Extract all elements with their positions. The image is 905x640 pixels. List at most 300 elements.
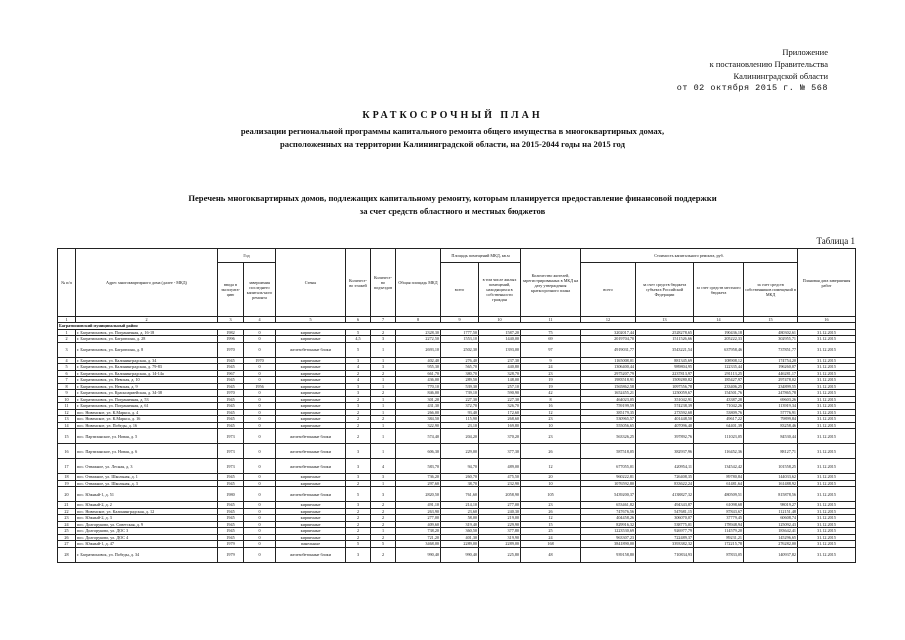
- row-number: 2: [58, 336, 76, 343]
- row-premises-total: 2289,00: [441, 541, 479, 548]
- row-premises-total: 115,90: [441, 416, 479, 423]
- row-total-area: 431,30: [396, 403, 441, 410]
- row-cost-region: 2528278,65: [636, 329, 694, 336]
- row-cost-region: 989804,95: [636, 364, 694, 371]
- row-entrances: 1: [371, 480, 396, 487]
- row-walls: кирпичные: [276, 377, 346, 384]
- row-premises-private: 219,00: [479, 515, 521, 522]
- row-cost-region: 1509280,82: [636, 377, 694, 384]
- subtitle-line: реализации региональной программы капитального ремонта общего имущества в многоквартирных домах,: [240, 126, 665, 136]
- row-plan-date: 31.12.2015: [798, 534, 856, 541]
- row-floors: 4: [346, 377, 371, 384]
- row-cost-local: 87843,67: [694, 508, 744, 515]
- row-entrances: 5: [371, 541, 396, 548]
- row-year-repair: 0: [244, 396, 276, 403]
- row-plan-date: 31.12.2015: [798, 357, 856, 364]
- table-row: [58, 547, 856, 562]
- row-plan-date: 31.12.2015: [798, 459, 856, 474]
- row-premises-total: 739,10: [441, 390, 479, 397]
- row-total-area: 661,70: [396, 370, 441, 377]
- row-year-built: 1945: [218, 534, 244, 541]
- row-cost-region: 494343,87: [636, 502, 694, 509]
- table-row: [58, 487, 856, 502]
- row-entrances: 3: [371, 336, 396, 343]
- row-total-area: 266,00: [396, 409, 441, 416]
- row-plan-date: 31.12.2015: [798, 444, 856, 459]
- row-cost-local: 89780,84: [694, 474, 744, 481]
- row-residents: 10: [521, 480, 581, 487]
- row-year-built: 1945: [218, 383, 244, 390]
- row-number: 14: [58, 422, 76, 429]
- row-plan-date: 31.12.2015: [798, 541, 856, 548]
- row-entrances: 1: [371, 409, 396, 416]
- row-premises-total: 565,70: [441, 364, 479, 371]
- row-total-area: 721,20: [396, 534, 441, 541]
- row-number: 22: [58, 508, 76, 515]
- table-label: Таблица 1: [816, 236, 855, 246]
- row-address: пос. Нивенское, ул. К.Маркса, д. 4: [76, 409, 218, 416]
- row-total-area: 2820,50: [396, 487, 441, 502]
- row-premises-total: 204,20: [441, 429, 479, 444]
- row-cost-local: 233406,25: [694, 383, 744, 390]
- row-cost-region: 351042,91: [636, 396, 694, 403]
- row-floors: 3: [346, 444, 371, 459]
- row-address: г. Багратионовск, ул. Пограничная, д. 53: [76, 396, 218, 403]
- column-number: 6: [346, 317, 371, 323]
- row-premises-total: 227,30: [441, 396, 479, 403]
- row-entrances: 2: [371, 370, 396, 377]
- row-year-built: 1979: [218, 541, 244, 548]
- row-cost-owners: 101558,25: [744, 459, 798, 474]
- row-year-repair: 0: [244, 364, 276, 371]
- row-cost-total: 385179,35: [581, 409, 636, 416]
- row-plan-date: 31.12.2015: [798, 502, 856, 509]
- row-year-built: 1945: [218, 416, 244, 423]
- row-premises-private: 326,70: [479, 403, 521, 410]
- row-cost-total: 1076592,80: [581, 480, 636, 487]
- row-number: 1: [58, 329, 76, 336]
- row-cost-local: 71042,26: [694, 403, 744, 410]
- row-total-area: 2328,30: [396, 329, 441, 336]
- group-label: Багратионовский муниципальный район: [58, 323, 856, 330]
- table-row: [58, 444, 856, 459]
- row-premises-total: 23,60: [441, 508, 479, 515]
- row-cost-total: 587518,05: [581, 444, 636, 459]
- row-year-repair: 0: [244, 429, 276, 444]
- row-number: 4: [58, 357, 76, 364]
- row-year-repair: 0: [244, 474, 276, 481]
- row-premises-total: 1553,10: [441, 336, 479, 343]
- row-year-built: 1996: [218, 336, 244, 343]
- header-premises-total: всего: [441, 263, 479, 317]
- row-number: 17: [58, 459, 76, 474]
- row-address: пос. Южный-1, д. 47: [76, 541, 218, 548]
- row-year-repair: 0: [244, 547, 276, 562]
- row-year-built: 1945: [218, 377, 244, 384]
- row-year-repair: 0: [244, 336, 276, 343]
- row-premises-private: 370,20: [479, 429, 521, 444]
- row-floors: 2: [346, 534, 371, 541]
- row-year-repair: 0: [244, 480, 276, 487]
- row-premises-private: 227,30: [479, 396, 521, 403]
- row-premises-total: 401,30: [441, 534, 479, 541]
- row-walls: кирпичные: [276, 534, 346, 541]
- row-plan-date: 31.12.2015: [798, 409, 856, 416]
- row-residents: 24: [521, 534, 581, 541]
- row-year-built: 1967: [218, 370, 244, 377]
- row-residents: 15: [521, 521, 581, 528]
- row-residents: 26: [521, 444, 581, 459]
- row-year-repair: 1970: [244, 357, 276, 364]
- row-year-built: 1945: [218, 521, 244, 528]
- row-floors: 5: [346, 541, 371, 548]
- row-total-area: 3468,00: [396, 541, 441, 548]
- row-plan-date: 31.12.2015: [798, 547, 856, 562]
- row-residents: 10: [521, 422, 581, 429]
- row-entrances: 3: [371, 487, 396, 502]
- column-number: 7: [371, 317, 396, 323]
- row-plan-date: 31.12.2015: [798, 383, 856, 390]
- row-floors: 2: [346, 515, 371, 522]
- row-cost-owners: 84530,44: [744, 429, 798, 444]
- row-cost-region: 538775,01: [636, 521, 694, 528]
- row-address: г. Багратионовск, ул. Калининградская, д. 14-14а: [76, 370, 218, 377]
- row-walls: кирпичные: [276, 480, 346, 487]
- row-entrances: 2: [371, 416, 396, 423]
- row-year-repair: 0: [244, 370, 276, 377]
- row-residents: 12: [521, 459, 581, 474]
- row-cost-local: 108908,12: [694, 357, 744, 364]
- header-floors: Количест-во этажей: [346, 249, 371, 317]
- header-cost-group: Стоимость капитального ремонта, руб.: [581, 249, 798, 263]
- row-year-repair: 0: [244, 459, 276, 474]
- row-cost-owners: 183642,41: [744, 528, 798, 535]
- row-floors: 5: [346, 342, 371, 357]
- row-year-built: 1945: [218, 508, 244, 515]
- row-cost-local: 43387,28: [694, 396, 744, 403]
- row-address: пос. Южный-2, д. 3: [76, 515, 218, 522]
- row-cost-owners: 98019,27: [744, 502, 798, 509]
- row-walls: кирпичные: [276, 370, 346, 377]
- table-row: [58, 459, 856, 474]
- row-plan-date: 31.12.2015: [798, 422, 856, 429]
- row-floors: 2: [346, 480, 371, 487]
- row-cost-local: 185427,97: [694, 377, 744, 384]
- row-plan-date: 31.12.2015: [798, 390, 856, 397]
- column-number: 1: [58, 317, 76, 323]
- row-premises-total: 319,40: [441, 521, 479, 528]
- appendix-line: к постановлению Правительства: [709, 59, 828, 69]
- row-year-repair: 0: [244, 329, 276, 336]
- row-cost-total: 1223530,69: [581, 528, 636, 535]
- row-premises-private: 2058,90: [479, 487, 521, 502]
- row-total-area: 491,10: [396, 502, 441, 509]
- list-title-line: Перечень многоквартирных домов, подлежащих капитальному ремонту, которым планируется предоставление финансовой поддержки: [188, 193, 717, 203]
- row-cost-total: 1983518,91: [581, 377, 636, 384]
- row-premises-total: 38,70: [441, 480, 479, 487]
- row-year-repair: 0: [244, 403, 276, 410]
- header-plan-date: Плановая дата завершения работ: [798, 249, 856, 317]
- list-title-line: за счет средств областного и местных бюджетов: [359, 206, 546, 216]
- row-cost-total: 963307,23: [581, 534, 636, 541]
- row-floors: 2: [346, 528, 371, 535]
- row-premises-total: 380,70: [441, 370, 479, 377]
- row-number: 9: [58, 390, 76, 397]
- row-cost-total: 1165008,01: [581, 357, 636, 364]
- row-walls: железобетонные блоки: [276, 459, 346, 474]
- row-number: 10: [58, 396, 76, 403]
- row-premises-private: 440,80: [479, 364, 521, 371]
- appendix-line: Приложение: [782, 47, 828, 57]
- row-floors: 3: [346, 357, 371, 364]
- row-cost-total: 759199,59: [581, 403, 636, 410]
- row-premises-total: 58,00: [441, 515, 479, 522]
- row-cost-local: 154501,76: [694, 390, 744, 397]
- row-entrances: 1: [371, 422, 396, 429]
- row-entrances: 2: [371, 521, 396, 528]
- row-number: 18: [58, 474, 76, 481]
- row-entrances: 1: [371, 383, 396, 390]
- row-year-repair: 1956: [244, 383, 276, 390]
- row-walls: кирпичные: [276, 508, 346, 515]
- row-cost-total: 3841890,00: [581, 541, 636, 548]
- row-premises-total: 260,70: [441, 474, 479, 481]
- row-cost-total: 3202017,44: [581, 329, 636, 336]
- header-entrances: Количест-во подъездов: [371, 249, 396, 317]
- row-floors: 4: [346, 364, 371, 371]
- row-cost-owners: 446281,17: [744, 370, 798, 377]
- row-cost-owners: 88127,71: [744, 444, 798, 459]
- row-cost-total: 4919031,77: [581, 342, 636, 357]
- row-total-area: 322,90: [396, 422, 441, 429]
- row-cost-total: 2975207,79: [581, 370, 636, 377]
- row-cost-local: 37779,45: [694, 515, 744, 522]
- row-walls: железобетонные блоки: [276, 547, 346, 562]
- row-year-repair: 0: [244, 390, 276, 397]
- row-walls: кирпичные: [276, 329, 346, 336]
- row-cost-local: 190436,18: [694, 329, 744, 336]
- row-cost-region: 3543221,54: [636, 342, 694, 357]
- row-cost-local: 87833,05: [694, 547, 744, 562]
- row-entrances: 2: [371, 508, 396, 515]
- row-cost-region: 881345,69: [636, 357, 694, 364]
- row-number: 16: [58, 444, 76, 459]
- row-premises-total: 372,70: [441, 403, 479, 410]
- row-cost-owners: 196260,07: [744, 364, 798, 371]
- row-walls: кирпичные: [276, 357, 346, 364]
- row-entrances: 4: [371, 459, 396, 474]
- row-cost-local: 291113,25: [694, 370, 744, 377]
- row-year-built: 1945: [218, 364, 244, 371]
- row-number: 7: [58, 377, 76, 384]
- row-cost-total: 653461,82: [581, 502, 636, 509]
- row-year-built: 1945: [218, 502, 244, 509]
- row-cost-total: 1306400,44: [581, 364, 636, 371]
- row-floors: 3: [346, 459, 371, 474]
- row-entrances: 2: [371, 547, 396, 562]
- row-walls: кирпичные: [276, 409, 346, 416]
- row-address: пос. Южный-1, д. 51: [76, 487, 218, 502]
- row-year-repair: 0: [244, 528, 276, 535]
- row-residents: 97: [521, 342, 581, 357]
- row-cost-region: 1097556,78: [636, 383, 694, 390]
- row-plan-date: 31.12.2015: [798, 480, 856, 487]
- row-plan-date: 31.12.2015: [798, 416, 856, 423]
- row-cost-local: 89231,21: [694, 534, 744, 541]
- row-cost-owners: 815878,56: [744, 487, 798, 502]
- column-number: 12: [581, 317, 636, 323]
- row-premises-total: 229,00: [441, 444, 479, 459]
- row-address: пос. Отважное, ул. Лесная, д. 3: [76, 459, 218, 474]
- row-plan-date: 31.12.2015: [798, 474, 856, 481]
- row-number: 26: [58, 534, 76, 541]
- row-plan-date: 31.12.2015: [798, 528, 856, 535]
- row-year-repair: 0: [244, 377, 276, 384]
- row-cost-region: 726408,35: [636, 474, 694, 481]
- row-premises-private: 268,60: [479, 416, 521, 423]
- row-cost-region: 420954,11: [636, 459, 694, 474]
- row-cost-region: 833622,24: [636, 480, 694, 487]
- row-entrances: 1: [371, 429, 396, 444]
- row-cost-owners: 113919,34: [744, 403, 798, 410]
- row-cost-total: 555056,65: [581, 422, 636, 429]
- row-year-built: 1945: [218, 422, 244, 429]
- row-total-area: 297,60: [396, 480, 441, 487]
- row-cost-region: 306070,07: [636, 515, 694, 522]
- row-total-area: 736,20: [396, 474, 441, 481]
- row-floors: 3: [346, 474, 371, 481]
- row-cost-local: 134542,42: [694, 459, 744, 474]
- table-row: [58, 342, 856, 357]
- row-residents: 26: [521, 508, 581, 515]
- row-premises-total: 214,10: [441, 502, 479, 509]
- row-total-area: 2272,50: [396, 336, 441, 343]
- header-cost-total: всего: [581, 263, 636, 317]
- row-premises-private: 277,00: [479, 502, 521, 509]
- row-cost-owners: 297478,02: [744, 377, 798, 384]
- row-year-built: 1945: [218, 409, 244, 416]
- row-cost-owners: 247865,78: [744, 390, 798, 397]
- row-address: пос. Нивенское, ул. Калининградская, д. 12: [76, 508, 218, 515]
- row-cost-total: 5439200,37: [581, 487, 636, 502]
- row-floors: 2: [346, 521, 371, 528]
- row-cost-region: 407096,40: [636, 422, 694, 429]
- row-residents: 42: [521, 390, 581, 397]
- row-address: пос. Долгоруково, ул. ДОС 3: [76, 528, 218, 535]
- column-number: 5: [276, 317, 346, 323]
- row-cost-region: 4138827,32: [636, 487, 694, 502]
- row-cost-local: 122335,44: [694, 364, 744, 371]
- row-entrances: 1: [371, 377, 396, 384]
- row-floors: 2: [346, 409, 371, 416]
- row-year-repair: 0: [244, 521, 276, 528]
- subtitle-line: расположенных на территории Калининградской области, на 2015-2044 годы на 2015 год: [280, 139, 625, 149]
- row-residents: 168: [521, 541, 581, 548]
- row-walls: железобетонные блоки: [276, 429, 346, 444]
- row-walls: железобетонные блоки: [276, 487, 346, 502]
- row-residents: 9: [521, 357, 581, 364]
- row-cost-total: 464023,05: [581, 396, 636, 403]
- row-year-repair: 0: [244, 444, 276, 459]
- row-address: г. Багратионовск, ул. Пограничная, д. 61: [76, 403, 218, 410]
- row-premises-private: 237,30: [479, 357, 521, 364]
- row-cost-region: 1511526,66: [636, 336, 694, 343]
- header-cost-local: за счет средств местного бюджета: [694, 263, 744, 317]
- row-total-area: 2693,10: [396, 342, 441, 357]
- row-premises-total: 539,30: [441, 383, 479, 390]
- row-number: 24: [58, 521, 76, 528]
- row-premises-private: 475,50: [479, 474, 521, 481]
- row-address: г. Багратионовск, ул. Невская, д. 9: [76, 383, 218, 390]
- row-cost-region: 1250059,67: [636, 390, 694, 397]
- row-address: пос. Долгоруково, ул. Советская, д. 9: [76, 521, 218, 528]
- row-floors: 2: [346, 422, 371, 429]
- column-number: 15: [744, 317, 798, 323]
- row-floors: 2: [346, 370, 371, 377]
- row-residents: 75: [521, 329, 581, 336]
- row-address: пос. Партизанское, ул. Новая, д. 5: [76, 429, 218, 444]
- row-total-area: 277,00: [396, 515, 441, 522]
- row-cost-owners: 161488,92: [744, 480, 798, 487]
- row-entrances: 3: [371, 474, 396, 481]
- row-cost-region: 710834,93: [636, 547, 694, 562]
- column-number: 14: [694, 317, 744, 323]
- header-num: № п/п: [58, 249, 76, 317]
- row-address: г. Багратионовск, ул. Калининградская, д. 79-83: [76, 364, 218, 371]
- row-address: пос. Нивенское, ул. К.Маркса, д. 16: [76, 416, 218, 423]
- row-cost-total: 677055,01: [581, 459, 636, 474]
- row-cost-local: 116452,36: [694, 444, 744, 459]
- row-cost-owners: 480302,61: [744, 329, 798, 336]
- row-total-area: 402,40: [396, 357, 441, 364]
- row-cost-local: 64401,39: [694, 422, 744, 429]
- row-cost-region: 273592,68: [636, 409, 694, 416]
- row-plan-date: 31.12.2015: [798, 377, 856, 384]
- row-total-area: 436,00: [396, 377, 441, 384]
- row-year-repair: 0: [244, 422, 276, 429]
- row-entrances: 1: [371, 444, 396, 459]
- row-walls: кирпичные: [276, 390, 346, 397]
- row-residents: 48: [521, 547, 581, 562]
- row-premises-total: 360,50: [441, 528, 479, 535]
- row-cost-region: 397892,76: [636, 429, 694, 444]
- row-cost-region: 547681,15: [636, 508, 694, 515]
- row-premises-private: 225,80: [479, 547, 521, 562]
- row-cost-local: 61098,68: [694, 502, 744, 509]
- row-address: г. Багратионовск, ул. Багратиона, д. 28: [76, 336, 218, 343]
- header-cost-owners: за счет средств собственников помещений в МКД: [744, 263, 798, 317]
- row-year-repair: 0: [244, 541, 276, 548]
- row-premises-private: 240,30: [479, 508, 521, 515]
- row-entrances: 2: [371, 390, 396, 397]
- row-premises-total: 276,40: [441, 357, 479, 364]
- row-cost-local: 53809,76: [694, 409, 744, 416]
- row-premises-private: 590,90: [479, 390, 521, 397]
- row-address: г. Багратионовск, ул. Багратиона, д. 8: [76, 342, 218, 357]
- row-total-area: 990,40: [396, 547, 441, 562]
- row-year-built: 1945: [218, 357, 244, 364]
- row-premises-private: 172,60: [479, 409, 521, 416]
- row-plan-date: 31.12.2015: [798, 396, 856, 403]
- row-walls: кирпичные: [276, 336, 346, 343]
- row-year-built: 1973: [218, 444, 244, 459]
- row-address: пос. Долгоруково, ул. ДОС 4: [76, 534, 218, 541]
- list-title: [0, 192, 905, 218]
- row-year-built: 1945: [218, 515, 244, 522]
- row-total-area: 301,20: [396, 396, 441, 403]
- row-plan-date: 31.12.2015: [798, 342, 856, 357]
- row-premises-private: 232,90: [479, 480, 521, 487]
